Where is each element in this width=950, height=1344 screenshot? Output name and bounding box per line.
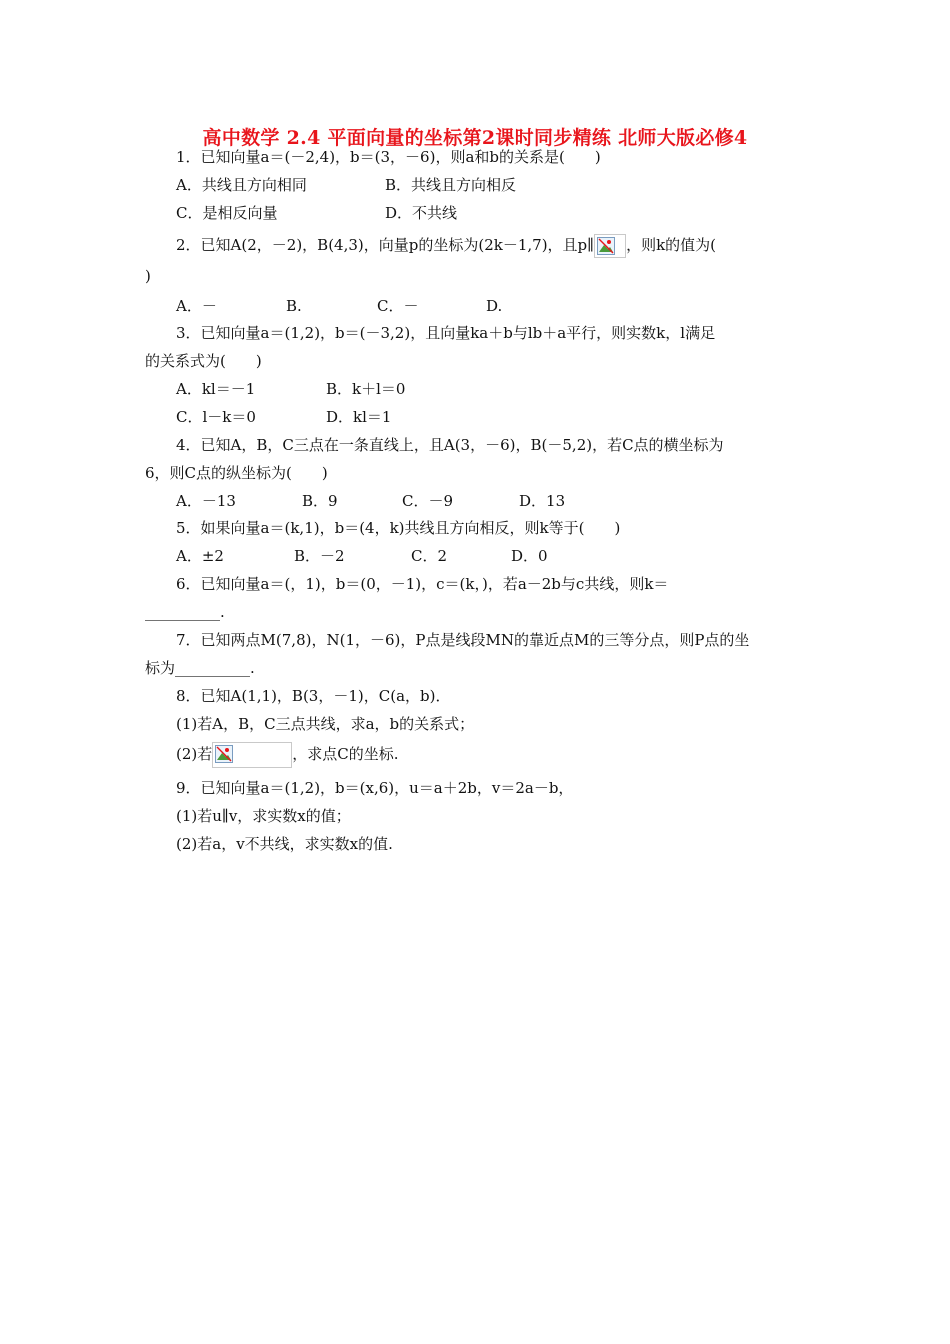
q5-option-c: C．2 (411, 547, 448, 565)
q3-stem-line1: 3．已知向量a＝(1,2)，b＝(－3,2)，且向量ka＋b与lb＋a平行，则实数k，l满足 (176, 324, 716, 342)
q1-option-a: A．共线且方向相同 (176, 176, 307, 194)
broken-image-icon (212, 742, 292, 768)
q2-option-d: D. (486, 297, 503, 315)
q2-stem-part1: 2．已知A(2，－2)，B(4,3)，向量p的坐标为(2k－1,7)，且p∥ (176, 236, 595, 254)
q4-option-d: D．13 (519, 492, 566, 510)
q2-option-c: C．－ (377, 297, 419, 315)
q9-part2: (2)若a，v不共线，求实数x的值. (176, 835, 393, 853)
q8-stem: 8．已知A(1,1)，B(3，－1)，C(a，b)． (176, 687, 451, 705)
q3-option-b: B．k＋l＝0 (326, 380, 406, 398)
q7-stem-line2: 标为__________. (145, 659, 255, 677)
q3-option-a: A．kl＝－1 (176, 380, 256, 398)
q8-part2-prefix: (2)若 (176, 745, 213, 763)
q4-option-c: C．－9 (402, 492, 454, 510)
broken-image-icon (594, 234, 626, 258)
q8-part2-suffix: ，求点C的坐标. (292, 745, 399, 763)
q4-option-b: B．9 (302, 492, 338, 510)
q9-stem: 9．已知向量a＝(1,2)，b＝(x,6)，u＝a＋2b，v＝2a－b， (176, 779, 574, 797)
q9-part1: (1)若u∥v，求实数x的值； (176, 807, 351, 825)
q4-option-a: A．－13 (176, 492, 236, 510)
q4-stem-line1: 4．已知A，B，C三点在一条直线上，且A(3，－6)，B(－5,2)，若C点的横坐标为 (176, 436, 724, 454)
q4-stem-line2: 6，则C点的纵坐标为( ) (145, 464, 328, 482)
q8-part1: (1)若A，B，C三点共线，求a，b的关系式； (176, 715, 475, 733)
q3-stem-line2: 的关系式为( ) (145, 352, 262, 370)
q1-option-d: D．不共线 (385, 204, 458, 222)
q5-option-d: D．0 (511, 547, 548, 565)
q1-stem: 1．已知向量a＝(－2,4)，b＝(3，－6)，则a和b的关系是( ) (176, 148, 601, 166)
q3-option-c: C．l－k＝0 (176, 408, 256, 426)
q7-stem-line1: 7．已知两点M(7,8)，N(1，－6)，P点是线段MN的靠近点M的三等分点，则P点的坐 (176, 631, 750, 649)
q1-option-b: B．共线且方向相反 (385, 176, 517, 194)
q8-part2 (176, 742, 399, 768)
q1-option-c: C．是相反向量 (176, 204, 278, 222)
q2-stem-line1 (176, 234, 716, 258)
q3-option-d: D．kl＝1 (326, 408, 392, 426)
q5-option-b: B．－2 (294, 547, 345, 565)
q2-stem-part2: ，则k的值为( (626, 236, 717, 254)
q2-option-b: B. (286, 297, 302, 315)
q5-option-a: A．±2 (176, 547, 224, 565)
q2-option-a: A．－ (176, 297, 217, 315)
q6-stem-line2: __________. (145, 603, 225, 621)
q2-stem-line2: ) (145, 267, 151, 285)
q5-stem: 5．如果向量a＝(k,1)，b＝(4，k)共线且方向相反，则k等于( ) (176, 519, 621, 537)
document-title: 高中数学 2.4 平面向量的坐标第2课时同步精练 北师大版必修4 (202, 127, 748, 149)
q6-stem-line1: 6．已知向量a＝(，1)，b＝(0，－1)，c＝(k，)，若a－2b与c共线，则k＝ (176, 575, 669, 593)
